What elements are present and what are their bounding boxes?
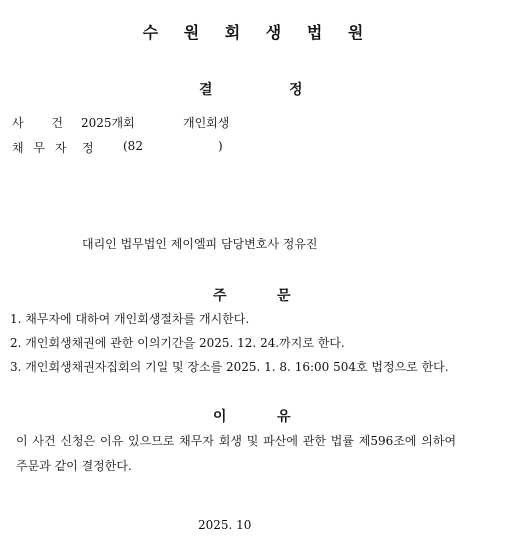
debtor-label-char: 무: [33, 141, 46, 155]
court-name-char: 법: [306, 23, 323, 42]
case-type: 개인회생: [183, 116, 230, 130]
reason-title-left: 이: [213, 409, 227, 425]
court-name-char: 생: [265, 23, 282, 42]
debtor-name: 정: [82, 141, 94, 155]
order-item: 3. 개인회생채권자집회의 기일 및 장소를 2025. 1. 8. 16:00 504호 법정으로 한다.: [10, 360, 449, 374]
reason-line: 이 사건 신청은 이유 있으므로 채무자 회생 및 파산에 관한 법률 제596조에 의하여: [16, 434, 457, 448]
case-number: 2025개회: [81, 116, 135, 130]
case-label-char: 사: [12, 116, 24, 130]
order-item: 1. 채무자에 대하여 개인회생절차를 개시한다.: [10, 312, 250, 326]
court-name-char: 원: [183, 23, 200, 42]
order-title-right: 문: [277, 288, 291, 304]
decision-title-right: 정: [289, 82, 303, 98]
reason-line: 주문과 같이 결정한다.: [16, 459, 132, 473]
decision-date: 2025. 10: [198, 518, 252, 532]
debtor-label-char: 자: [54, 141, 67, 155]
reason-title-right: 유: [277, 409, 291, 425]
case-label-char: 건: [51, 116, 64, 130]
court-name-char: 수: [142, 23, 159, 42]
agent-line: 대리인 법무법인 제이엘피 담당변호사 정유진: [82, 237, 318, 251]
order-title-left: 주: [213, 288, 227, 304]
debtor-label-char: 채: [12, 141, 24, 155]
court-name: [0, 20, 506, 43]
debtor-label: [12, 139, 66, 156]
court-name-char: 원: [347, 23, 364, 42]
debtor-id-open: (82: [123, 139, 143, 153]
decision-title-left: 결: [199, 82, 213, 98]
debtor-id-close: ): [218, 139, 223, 153]
court-name-char: 회: [224, 23, 241, 42]
case-label: [12, 114, 63, 131]
order-item: 2. 개인회생채권에 관한 이의기간을 2025. 12. 24.까지로 한다.: [10, 336, 345, 350]
